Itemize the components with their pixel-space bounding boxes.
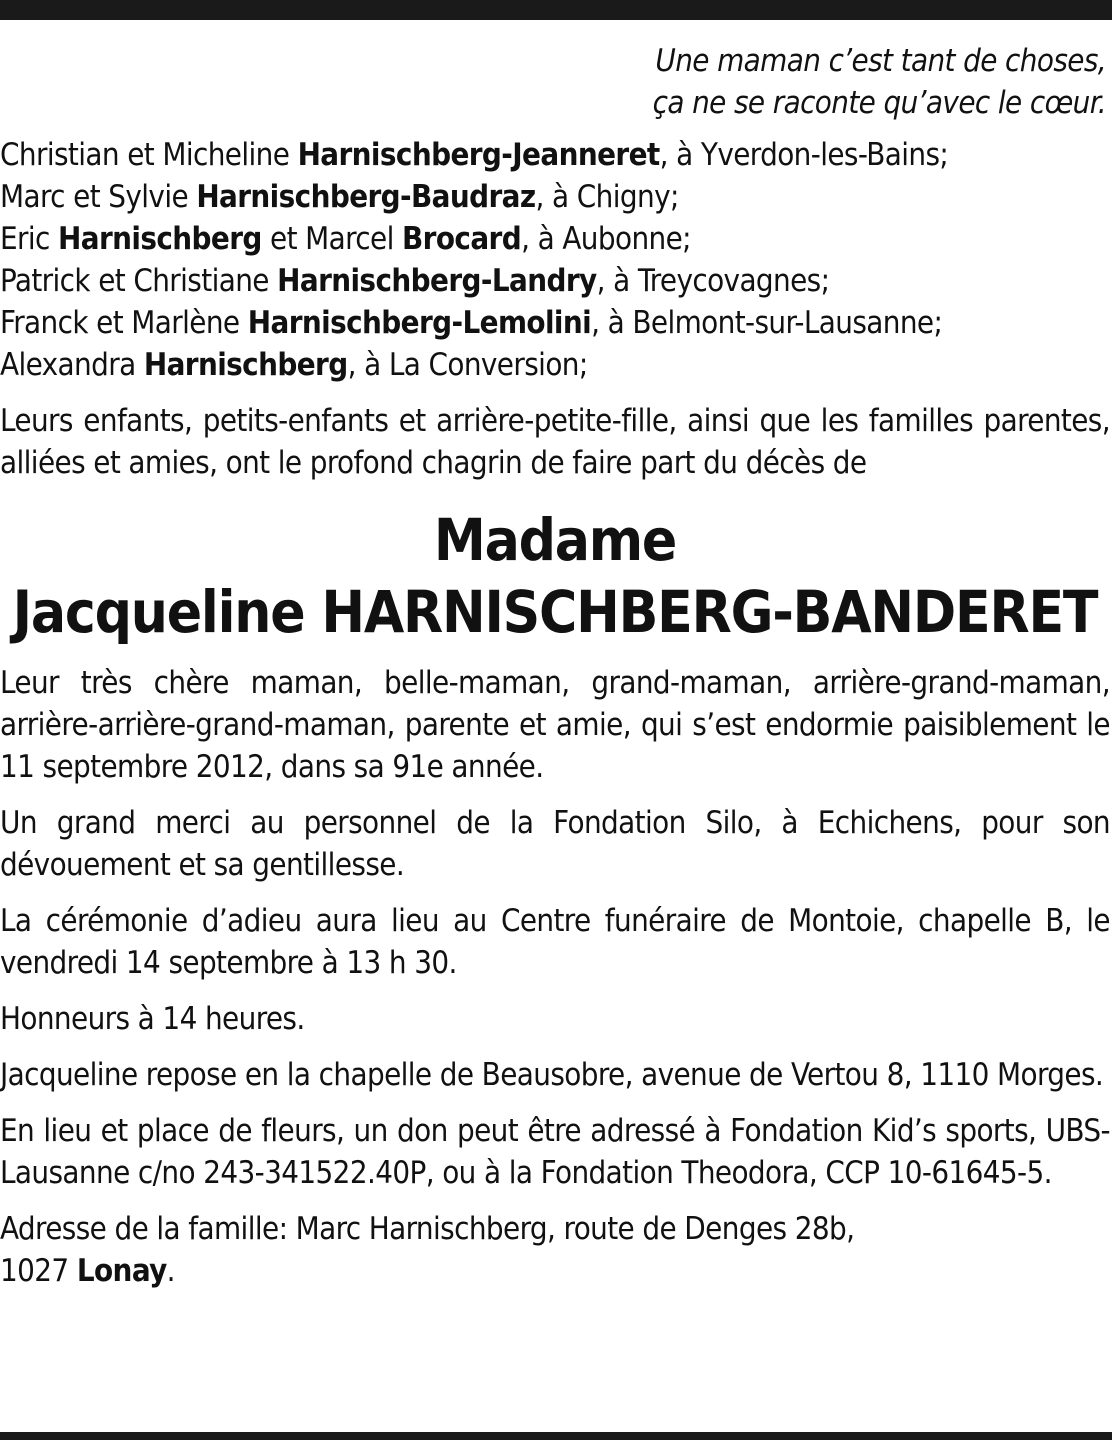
thanks-paragraph: Un grand merci au personnel de la Fondation Silo, à Echichens, pour son dévouement et sa gentillesse.: [0, 805, 1110, 883]
family-surname: Harnischberg: [58, 221, 262, 257]
rest-paragraph: Jacqueline repose en la chapelle de Beausobre, avenue de Vertou 8, 1110 Morges.: [0, 1057, 1104, 1093]
honors-paragraph: Honneurs à 14 heures.: [0, 1001, 305, 1037]
description-paragraph: Leur très chère maman, belle-maman, grand-maman, arrière-grand-maman, arrière-arrière-grand-maman, parente et amie, qui s’est endormie paisiblement le 11 septembre 2012, dans sa 91e année.: [0, 665, 1110, 785]
family-location: , à Yverdon-les-Bains;: [659, 137, 949, 173]
family-surname: Harnischberg-Baudraz: [196, 179, 536, 215]
family-given-names: et Marcel: [261, 221, 403, 257]
family-given-names: Alexandra: [0, 347, 144, 383]
family-line: [0, 218, 1110, 260]
family-line: [0, 344, 1110, 386]
family-line: [0, 176, 1110, 218]
address-postcode: 1027: [0, 1253, 77, 1289]
family-line: [0, 260, 1110, 302]
deceased-title: Madame: [433, 506, 677, 574]
family-surname: Harnischberg-Lemolini: [247, 305, 592, 341]
bottom-rule: [0, 1432, 1112, 1440]
announcement-paragraph: Leurs enfants, petits-enfants et arrière-petite-fille, ainsi que les familles parentes, alliées et amies, ont le profond chagrin de faire part du décès de: [0, 403, 1110, 481]
family-line: [0, 302, 1110, 344]
top-rule: [0, 0, 1112, 20]
family-surname: Harnischberg: [143, 347, 348, 383]
family-surname: Brocard: [402, 221, 522, 257]
donation-paragraph: En lieu et place de fleurs, un don peut être adressé à Fondation Kid’s sports, UBS-Lausanne c/no 243-341522.40P, ou à la Fondation Theodora, CCP 10-61645-5.: [0, 1113, 1110, 1191]
family-given-names: Eric: [0, 221, 59, 257]
deceased-name: Jacqueline HARNISCHBERG-BANDERET: [12, 578, 1098, 646]
address-line-1: Adresse de la famille: Marc Harnischberg, route de Denges 28b,: [0, 1211, 855, 1247]
family-surname: Harnischberg-Jeanneret: [297, 137, 660, 173]
family-line: [0, 134, 1110, 176]
obituary-notice: [0, 40, 1110, 1292]
epigraph-quote: [0, 40, 1106, 124]
family-address: [0, 1208, 1110, 1292]
ceremony-paragraph: La cérémonie d’adieu aura lieu au Centre funéraire de Montoie, chapelle B, le vendredi 14 septembre à 13 h 30.: [0, 903, 1110, 981]
address-city: Lonay: [76, 1253, 167, 1289]
family-given-names: Patrick et Christiane: [0, 263, 278, 299]
family-given-names: Franck et Marlène: [0, 305, 248, 341]
family-location: , à Belmont-sur-Lausanne;: [591, 305, 943, 341]
family-list: [0, 134, 1110, 386]
deceased-name-heading: [0, 504, 1110, 648]
family-given-names: Marc et Sylvie: [0, 179, 197, 215]
family-location: , à Chigny;: [535, 179, 679, 215]
address-end: .: [166, 1253, 175, 1289]
family-location: , à Aubonne;: [521, 221, 691, 257]
quote-line-1: Une maman c’est tant de choses,: [655, 43, 1106, 79]
quote-line-2: ça ne se raconte qu’avec le cœur.: [652, 85, 1106, 121]
family-location: , à La Conversion;: [347, 347, 588, 383]
family-location: , à Treycovagnes;: [596, 263, 830, 299]
family-surname: Harnischberg-Landry: [277, 263, 597, 299]
family-given-names: Christian et Micheline: [0, 137, 298, 173]
